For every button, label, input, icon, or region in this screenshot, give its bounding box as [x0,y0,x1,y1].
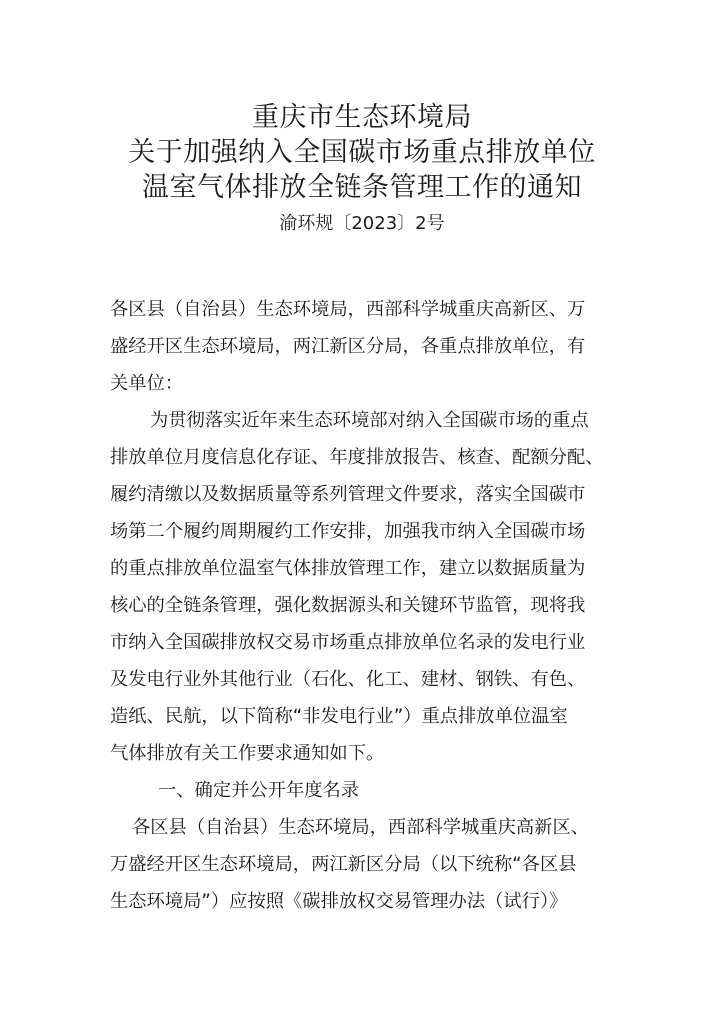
body-text [110,291,616,920]
intro-line: 履约清缴以及数据质量等系列管理文件要求，落实全国碳市 [110,484,586,505]
intro-line: 市纳入全国碳排放权交易市场重点排放单位名录的发电行业 [110,632,586,653]
intro-line: 场第二个履约周期履约工作安排，加强我市纳入全国碳市场 [110,521,586,542]
intro-line: 为贯彻落实近年来生态环境部对纳入全国碳市场的重点 [150,410,589,431]
title-block [0,100,724,237]
intro-line: 核心的全链条管理，强化数据源头和关键环节监管，现将我 [110,595,586,616]
intro-line: 的重点排放单位温室气体排放管理工作，建立以数据质量为 [110,558,586,579]
title-line-1: 重庆市生态环境局 [252,102,472,133]
addressee-line: 各区县（自治县）生态环境局，西部科学城重庆高新区、万 [110,299,586,320]
intro-line: 气体排放有关工作要求通知如下。 [110,743,385,764]
document-number: 渝环规〔2023〕2号 [279,213,445,234]
addressee-line: 盛经开区生态环境局，两江新区分局，各重点排放单位，有 [110,336,586,357]
intro-line: 及发电行业外其他行业（石化、化工、建材、钢铁、有色、 [110,669,586,690]
title-line-2: 关于加强纳入全国碳市场重点排放单位 [128,137,596,168]
section-line: 各区县（自治县）生态环境局，西部科学城重庆高新区、 [132,817,590,838]
title-line-3: 温室气体排放全链条管理工作的通知 [142,172,582,203]
section-heading: 一、确定并公开年度名录 [158,780,360,801]
section-line: 生态环境局”）应按照《碳排放权交易管理办法（试行）》 [110,891,568,912]
intro-line: 造纸、民航，以下简称“非发电行业”）重点排放单位温室 [110,706,568,727]
intro-line: 排放单位月度信息化存证、年度排放报告、核查、配额分配、 [110,447,604,468]
section-line: 万盛经开区生态环境局，两江新区分局（以下统称“各区县 [110,854,577,875]
addressee-line: 关单位： [110,373,184,394]
